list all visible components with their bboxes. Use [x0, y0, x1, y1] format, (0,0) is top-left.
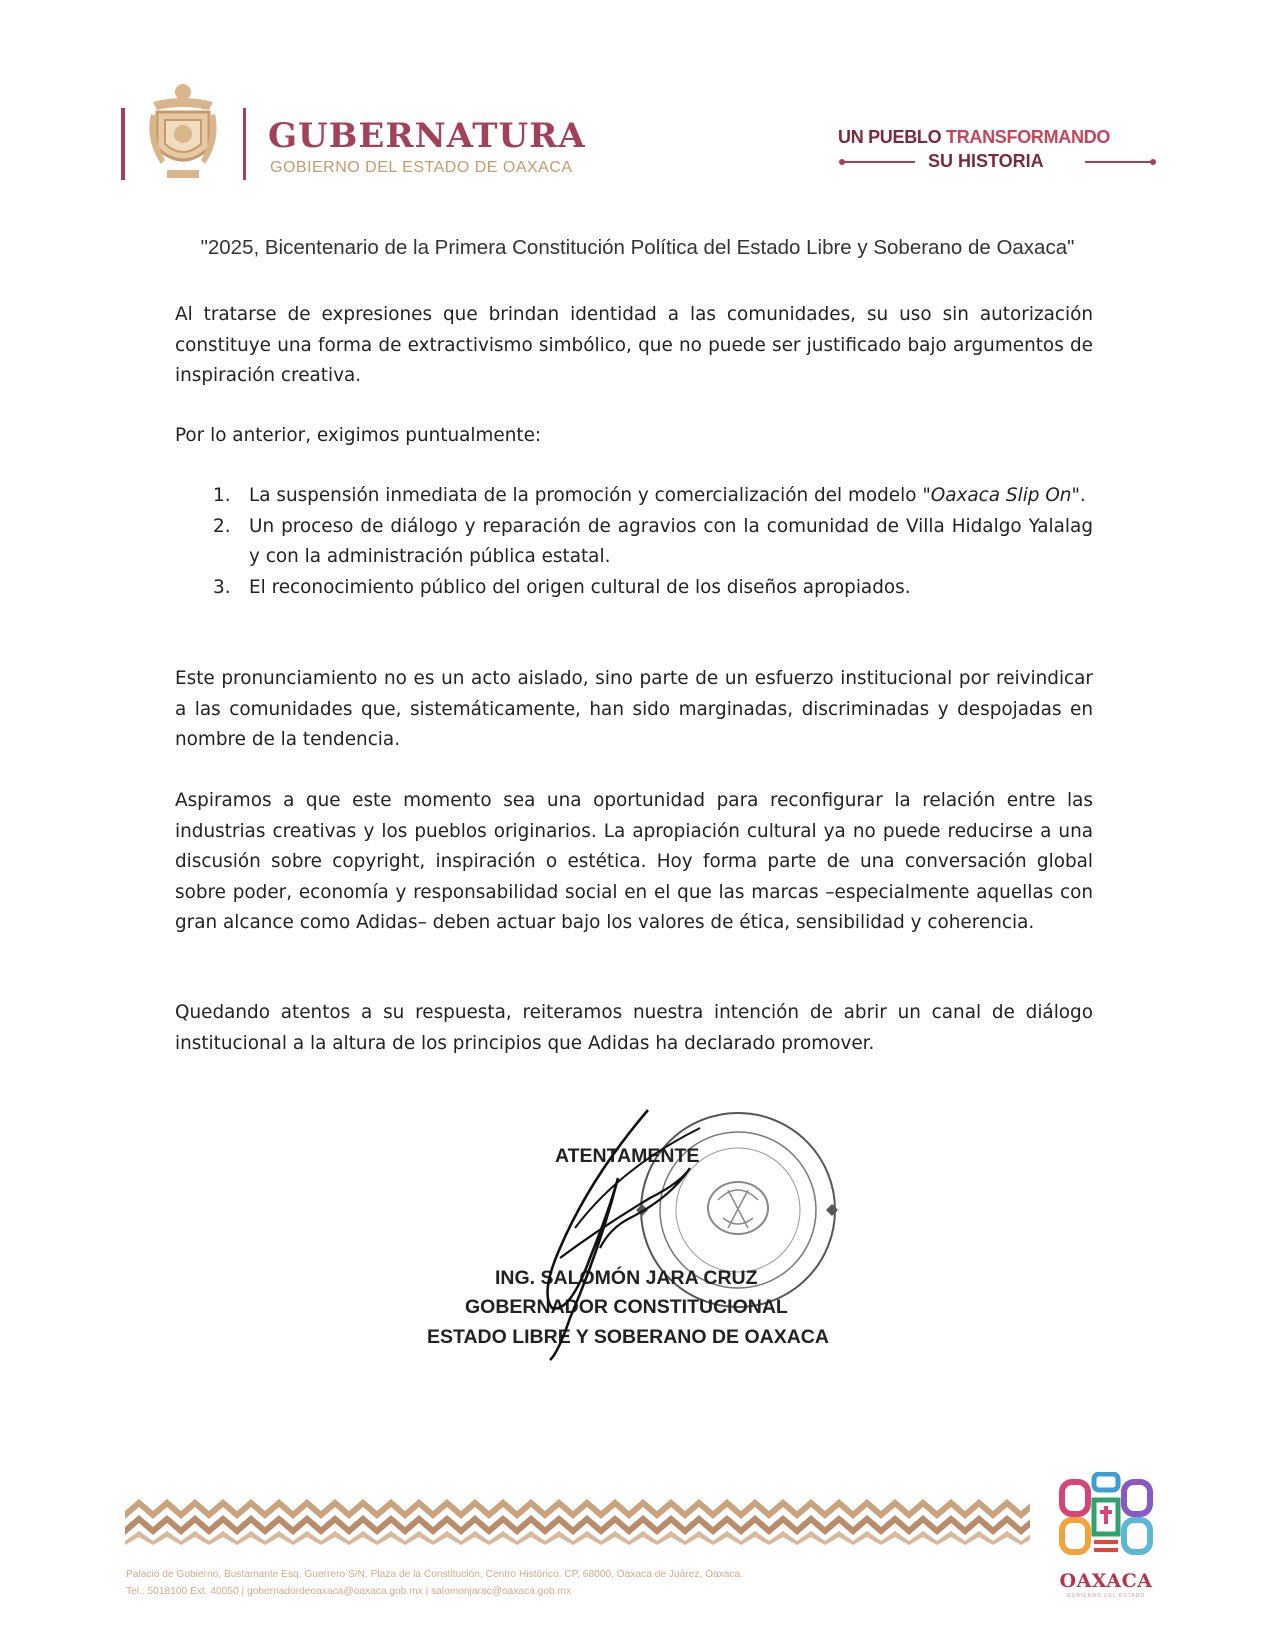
slogan-dot-right	[1150, 159, 1156, 165]
oaxaca-logo-tagline: GOBIERNO DEL ESTADO	[1066, 1593, 1146, 1599]
slogan-part-2: TRANSFORMANDO	[946, 127, 1111, 147]
slogan-part-1: UN PUEBLO	[838, 127, 942, 147]
list-item	[175, 512, 1093, 573]
paragraph-3: Este pronunciamiento no es un acto aislado, sino parte de un esfuerzo institucional por reivindicar a las comunidades que, sistemáticamente, han sido marginadas, discriminadas y despojadas en nombre de la tendencia.	[175, 668, 1093, 750]
slogan-line-2: SU HISTORIA	[928, 151, 1044, 171]
requests-list	[175, 481, 1093, 603]
year-motto: "2025, Bicentenario de la Primera Constitución Política del Estado Libre y Soberano de Oaxaca"	[200, 236, 1075, 259]
list-item-text: El reconocimiento público del origen cultural de los diseños apropiados.	[249, 576, 911, 598]
model-name: "Oaxaca Slip On"	[922, 485, 1080, 506]
slogan-line-1	[838, 127, 1110, 148]
list-item-text: La suspensión inmediata de la promoción y comercialización del modelo	[249, 485, 923, 506]
list-item-text: Un proceso de diálogo y reparación de agravios con la comunidad de Villa Hidalgo Yalalag y con la administración pública estatal.	[249, 515, 1093, 567]
signer-title: GOBERNADOR CONSTITUCIONAL	[465, 1296, 788, 1318]
org-subtitle: GOBIERNO DEL ESTADO DE OAXACA	[270, 159, 573, 176]
org-title: GUBERNATURA	[268, 116, 586, 156]
list-item	[175, 481, 1093, 512]
header-divider-middle	[243, 108, 246, 180]
footer-address	[126, 1566, 743, 1600]
paragraph-5: Quedando atentos a su respuesta, reiteramos nuestra intención de abrir un canal de diálogo institucional a la altura de los principios que Adidas ha declarado promover.	[175, 1002, 1093, 1054]
list-item-number: 3.	[213, 576, 231, 598]
header-divider-left	[121, 108, 125, 180]
list-item-number: 1.	[213, 485, 231, 506]
handwritten-signature-icon	[530, 1108, 710, 1363]
oaxaca-crest-icon	[143, 80, 223, 182]
signer-state: ESTADO LIBRE Y SOBERANO DE OAXACA	[427, 1326, 829, 1348]
footer-address-line-2: Tel.: 5018100 Ext. 40050 | gobernadordeoaxaca@oaxaca.gob.mx | salomonjarac@oaxaca.gob.mx	[126, 1586, 572, 1597]
list-item-text-end: .	[1079, 485, 1086, 506]
footer-address-line-1: Palacio de Gobierno, Bustamante Esq. Guerrero S/N, Plaza de la Constitución, Centro Histórico. CP. 68000, Oaxaca de Juárez, Oaxaca.	[126, 1569, 744, 1580]
oaxaca-logo-icon	[1058, 1472, 1154, 1562]
paragraph-1: Al tratarse de expresiones que brindan identidad a las comunidades, su uso sin autorización constituye una forma de extractivismo simbólico, que no puede ser justificado bajo argumentos de inspiración creativa.	[175, 304, 1093, 386]
closing: ATENTAMENTE	[555, 1145, 700, 1167]
paragraph-4: Aspiramos a que este momento sea una oportunidad para reconfigurar la relación entre las industrias creativas y los pueblos originarios. La apropiación cultural ya no puede reducirse a una discusión sobre copyright, inspiración o estética. Hoy forma parte de una conversación global sobre poder, economía y responsabilidad social en el que las marcas –especialmente aquellas con gran alcance como Adidas– deben actuar bajo los valores de ética, sensibilidad y coherencia.	[175, 790, 1093, 933]
footer-fret-pattern	[125, 1497, 1030, 1545]
paragraph-2: Por lo anterior, exigimos puntualmente:	[175, 425, 542, 446]
signer-name: ING. SALOMÓN JARA CRUZ	[495, 1267, 758, 1289]
list-item-number: 2.	[213, 515, 231, 537]
slogan-rule-left	[842, 161, 915, 163]
list-item	[175, 573, 1093, 604]
slogan-rule-right	[1085, 161, 1153, 163]
oaxaca-logo-word: OAXACA	[1059, 1570, 1153, 1592]
